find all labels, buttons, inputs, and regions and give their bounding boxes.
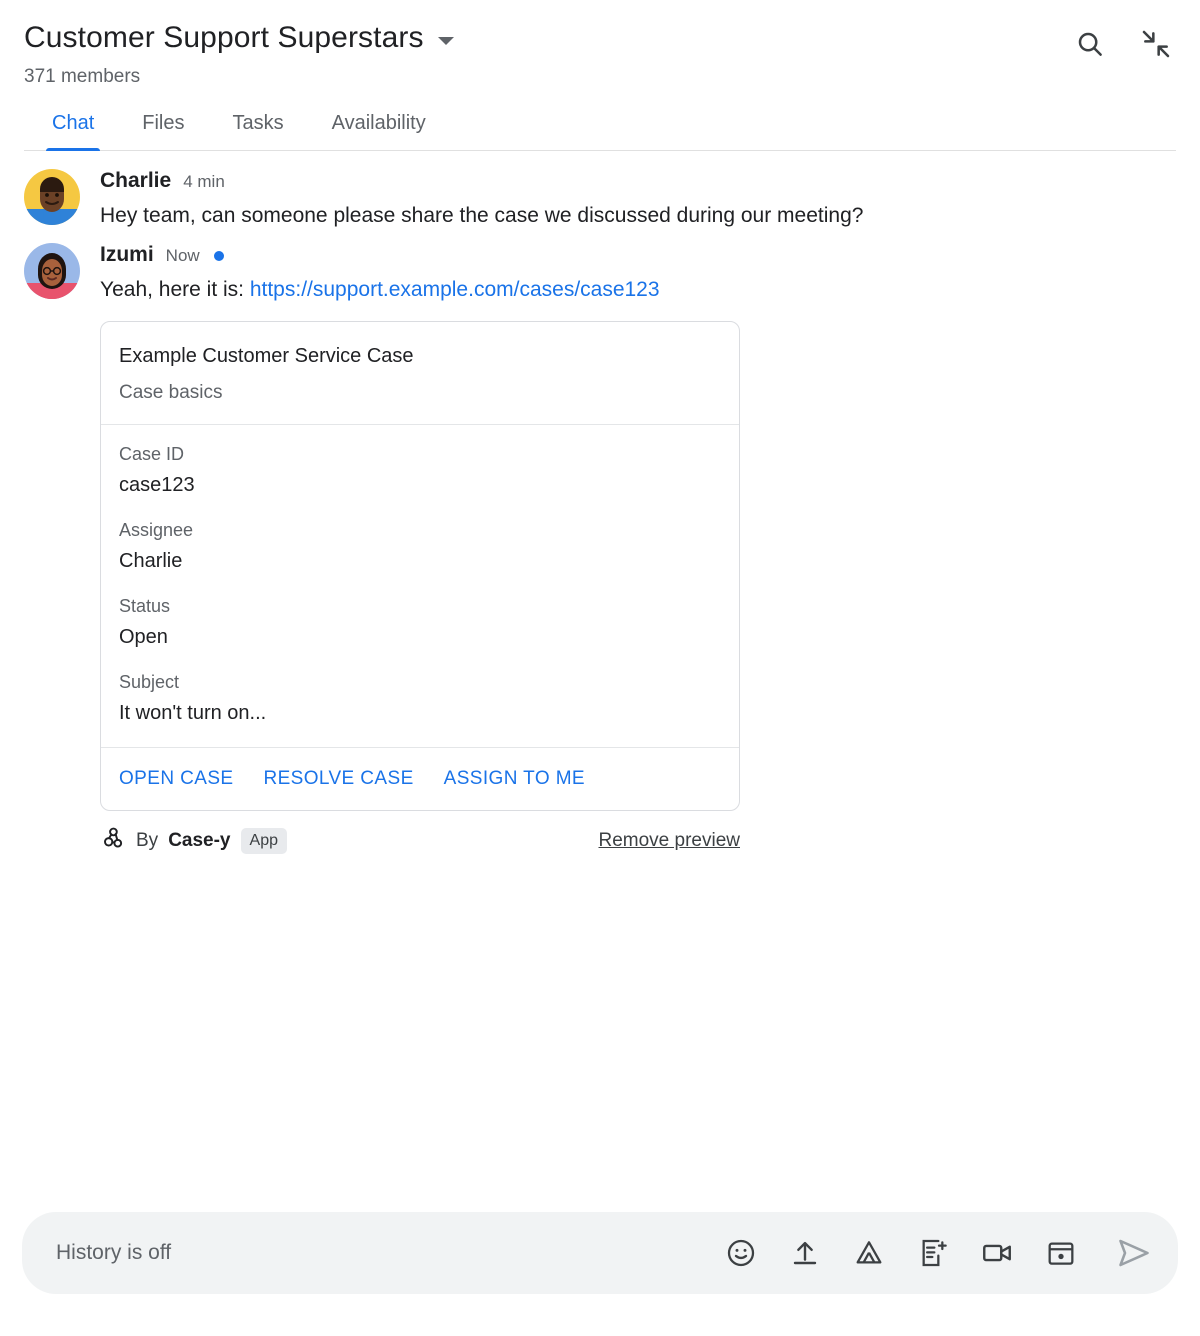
case-preview-card <box>100 321 740 811</box>
field-case-id <box>119 441 721 499</box>
new-doc-icon[interactable] <box>914 1234 952 1272</box>
search-icon[interactable] <box>1070 24 1110 64</box>
video-call-icon[interactable] <box>978 1234 1016 1272</box>
composer-icons <box>722 1234 1088 1272</box>
field-subject <box>119 669 721 727</box>
field-label: Assignee <box>119 520 194 540</box>
app-badge: App <box>241 828 287 854</box>
tab-bar <box>24 110 1176 151</box>
tab-chat[interactable]: Chat <box>28 110 118 150</box>
assign-to-me-button[interactable]: ASSIGN TO ME <box>443 768 585 789</box>
message-body <box>100 169 1176 233</box>
minimize-icon[interactable] <box>1136 24 1176 64</box>
message-header <box>100 169 1176 193</box>
message-composer[interactable] <box>22 1212 1178 1294</box>
message-sender: Izumi <box>100 243 154 266</box>
card-subtitle: Case basics <box>119 382 223 403</box>
message-text <box>100 273 1000 307</box>
card-header <box>101 322 739 425</box>
message-charlie <box>24 169 1176 233</box>
send-icon[interactable] <box>1112 1231 1156 1275</box>
resolve-case-button[interactable]: RESOLVE CASE <box>263 768 414 789</box>
webhook-icon <box>100 825 126 857</box>
emoji-icon[interactable] <box>722 1234 760 1272</box>
message-text: Hey team, can someone please share the case we discussed during our meeting? <box>100 204 864 227</box>
room-header <box>0 0 1200 151</box>
room-title-block <box>24 18 1070 90</box>
attribution-by-label: By <box>136 830 159 851</box>
chevron-down-icon[interactable] <box>438 37 454 45</box>
card-actions <box>101 748 739 810</box>
room-title-row[interactable] <box>24 18 1070 58</box>
remove-preview-link[interactable]: Remove preview <box>598 830 740 851</box>
composer-area <box>0 1196 1200 1336</box>
field-value: It won't turn on... <box>119 702 267 724</box>
field-status <box>119 593 721 651</box>
message-header <box>100 243 1176 267</box>
message-izumi <box>24 243 1176 857</box>
avatar[interactable] <box>24 169 80 225</box>
header-actions <box>1070 18 1176 64</box>
field-assignee <box>119 517 721 575</box>
card-title: Example Customer Service Case <box>119 345 414 367</box>
member-count: 371 members <box>24 66 141 87</box>
attribution-left <box>100 825 287 857</box>
drive-icon[interactable] <box>850 1234 888 1272</box>
tab-tasks[interactable]: Tasks <box>232 112 284 134</box>
message-sender: Charlie <box>100 169 172 192</box>
card-attribution <box>100 825 740 857</box>
unread-dot-icon <box>214 251 224 261</box>
avatar[interactable] <box>24 243 80 299</box>
message-list <box>0 151 1200 1196</box>
message-body <box>100 243 1176 857</box>
message-timestamp: Now <box>165 246 200 265</box>
header-top-row <box>24 18 1176 90</box>
field-value: Charlie <box>119 550 183 572</box>
page-title: Customer Support Superstars <box>24 21 424 54</box>
field-label: Subject <box>119 672 180 692</box>
message-input[interactable]: History is off <box>56 1241 172 1264</box>
tab-availability[interactable]: Availability <box>331 112 426 134</box>
field-value: Open <box>119 626 168 648</box>
case-link[interactable]: https://support.example.com/cases/case123 <box>249 278 660 301</box>
tab-files[interactable]: Files <box>142 112 185 134</box>
field-value: case123 <box>119 474 195 496</box>
message-text-prefix: Yeah, here it is: <box>100 278 250 301</box>
field-label: Status <box>119 596 171 616</box>
calendar-icon[interactable] <box>1042 1234 1080 1272</box>
open-case-button[interactable]: OPEN CASE <box>119 768 234 789</box>
attribution-app-name: Case-y <box>168 830 231 851</box>
message-timestamp: 4 min <box>183 172 225 191</box>
card-fields <box>101 425 739 748</box>
field-label: Case ID <box>119 444 185 464</box>
upload-icon[interactable] <box>786 1234 824 1272</box>
